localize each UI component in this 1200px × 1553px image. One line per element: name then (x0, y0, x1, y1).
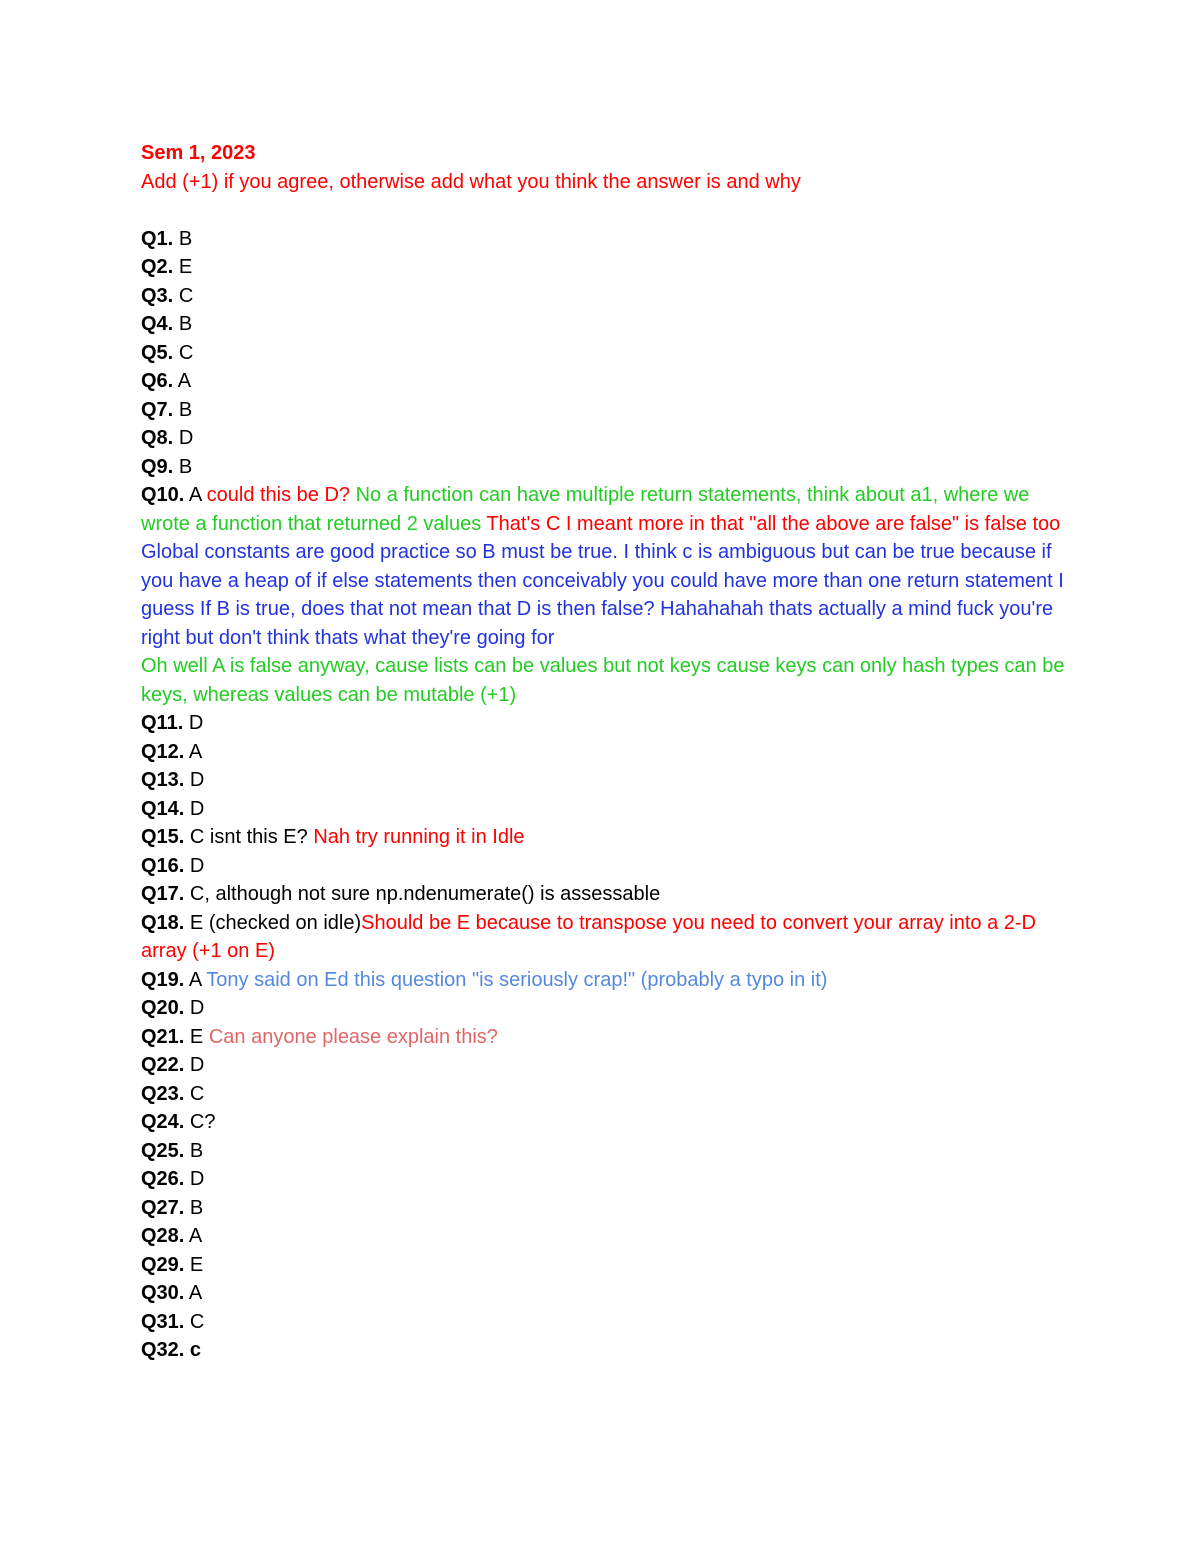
question-answer: A (188, 740, 203, 763)
question-item (141, 1222, 1071, 1251)
question-item (141, 766, 1071, 795)
question-item (141, 424, 1071, 453)
question-answer: E (189, 1253, 204, 1276)
question-item (141, 339, 1071, 368)
question-item (141, 994, 1071, 1023)
question-item (141, 709, 1071, 738)
question-answer: B (189, 1196, 204, 1219)
question-item (141, 1023, 1071, 1052)
question-answer: D (189, 997, 205, 1019)
question-label: Q1. (141, 227, 174, 250)
question-label: Q31. (141, 1310, 185, 1333)
question-answer: C (189, 1310, 205, 1333)
question-answer: C (189, 1082, 205, 1105)
question-comment: Global constants are good practice so B must be true. I think c is ambiguous but can be true because if you have a heap of if else statements then conceivably you could have more than one return statement I guess If B is true, does that not mean that D is then false? Hahahahah thats actually a mind fuck you're right but don't think thats what they're going for (141, 541, 1064, 649)
question-item (141, 453, 1071, 482)
question-answer: B (178, 455, 193, 478)
question-item (141, 253, 1071, 282)
question-label: Q7. (141, 398, 174, 421)
question-item (141, 225, 1071, 254)
question-answer: E (checked on idle) (189, 911, 362, 934)
question-item (141, 1279, 1071, 1308)
question-label: Q22. (141, 1054, 185, 1076)
question-answer: D (189, 797, 205, 820)
question-item (141, 367, 1071, 396)
question-answer: A (188, 1225, 203, 1247)
question-answer: A (188, 484, 202, 506)
question-comment: Can anyone please explain this? (208, 1025, 498, 1048)
question-answer: C isnt this E? (189, 826, 308, 848)
question-label: Q6. (141, 370, 174, 392)
question-item (141, 310, 1071, 339)
question-label: Q9. (141, 455, 174, 478)
question-label: Q8. (141, 427, 174, 449)
question-label: Q24. (141, 1111, 185, 1133)
question-followup-comment: Oh well A is false anyway, cause lists can be values but not keys cause keys can only hash types can be keys, whereas values can be mutable (+1) (141, 655, 1065, 706)
question-answer: A (188, 1282, 203, 1304)
question-answer: D (188, 712, 204, 734)
question-comment: Should be E because to transpose you need to convert your array into a 2-D array (+1 on E) (141, 911, 1036, 962)
question-answer: c (189, 1339, 202, 1361)
question-label: Q10. (141, 484, 185, 506)
question-item (141, 1251, 1071, 1280)
question-label: Q11. (141, 712, 184, 734)
question-label: Q3. (141, 284, 174, 307)
question-answer: E (178, 256, 193, 278)
question-label: Q19. (141, 968, 185, 991)
question-answer: C (178, 341, 194, 364)
question-item (141, 966, 1071, 995)
question-answer: C? (189, 1111, 216, 1133)
question-item (141, 1165, 1071, 1194)
question-answer: D (189, 769, 205, 791)
question-label: Q4. (141, 313, 174, 335)
question-list (141, 225, 1071, 1365)
question-item (141, 852, 1071, 881)
question-item (141, 282, 1071, 311)
question-item (141, 795, 1071, 824)
question-label: Q27. (141, 1196, 185, 1219)
question-label: Q29. (141, 1253, 185, 1276)
question-answer: D (178, 427, 194, 449)
instruction-text: Add (+1) if you agree, otherwise add what you think the answer is and why (141, 170, 801, 193)
question-answer: B (178, 313, 193, 335)
page-title: Sem 1, 2023 (141, 142, 256, 164)
question-label: Q15. (141, 826, 185, 848)
question-label: Q32. (141, 1339, 185, 1361)
question-item (141, 823, 1071, 852)
question-label: Q30. (141, 1282, 185, 1304)
question-label: Q25. (141, 1139, 185, 1162)
question-answer: E (189, 1025, 204, 1048)
question-answer: B (178, 227, 193, 250)
question-label: Q5. (141, 341, 174, 364)
question-answer: C (178, 284, 194, 307)
question-item (141, 1080, 1071, 1109)
question-label: Q2. (141, 256, 174, 278)
question-answer: D (189, 1054, 205, 1076)
question-answer: A (177, 370, 192, 392)
question-item (141, 909, 1071, 966)
question-item (141, 1108, 1071, 1137)
document-content (141, 139, 1071, 1365)
question-label: Q21. (141, 1025, 185, 1048)
question-answer: D (189, 1168, 205, 1190)
question-comment: No a function can have multiple return statements, think about a1, where we wrote a function that returned 2 values (141, 484, 1030, 535)
question-label: Q23. (141, 1082, 185, 1105)
question-answer: C, although not sure np.ndenumerate() is assessable (189, 883, 661, 905)
question-comment: That's C I meant more in that "all the above are false" is false too (486, 512, 1061, 535)
question-comment: Nah try running it in Idle (313, 826, 525, 848)
question-item (141, 1194, 1071, 1223)
question-comment: could this be D? (206, 484, 351, 506)
question-answer: D (189, 854, 205, 877)
question-item (141, 1051, 1071, 1080)
question-item (141, 1137, 1071, 1166)
question-answer: A (188, 968, 202, 991)
question-item (141, 481, 1071, 652)
question-label: Q20. (141, 997, 185, 1019)
question-item (141, 396, 1071, 425)
question-label: Q16. (141, 854, 185, 877)
question-answer: B (189, 1139, 204, 1162)
question-label: Q12. (141, 740, 185, 763)
question-label: Q26. (141, 1168, 185, 1190)
blank-line (141, 196, 1071, 225)
question-item (141, 1336, 1071, 1365)
question-item (141, 880, 1071, 909)
question-label: Q18. (141, 911, 185, 934)
question-item (141, 738, 1071, 767)
question-label: Q28. (141, 1225, 185, 1247)
question-label: Q14. (141, 797, 185, 820)
question-label: Q13. (141, 769, 185, 791)
question-label: Q17. (141, 883, 185, 905)
question-comment: Tony said on Ed this question "is seriously crap!" (probably a typo in it) (206, 968, 828, 991)
question-item (141, 1308, 1071, 1337)
question-answer: B (178, 398, 193, 421)
